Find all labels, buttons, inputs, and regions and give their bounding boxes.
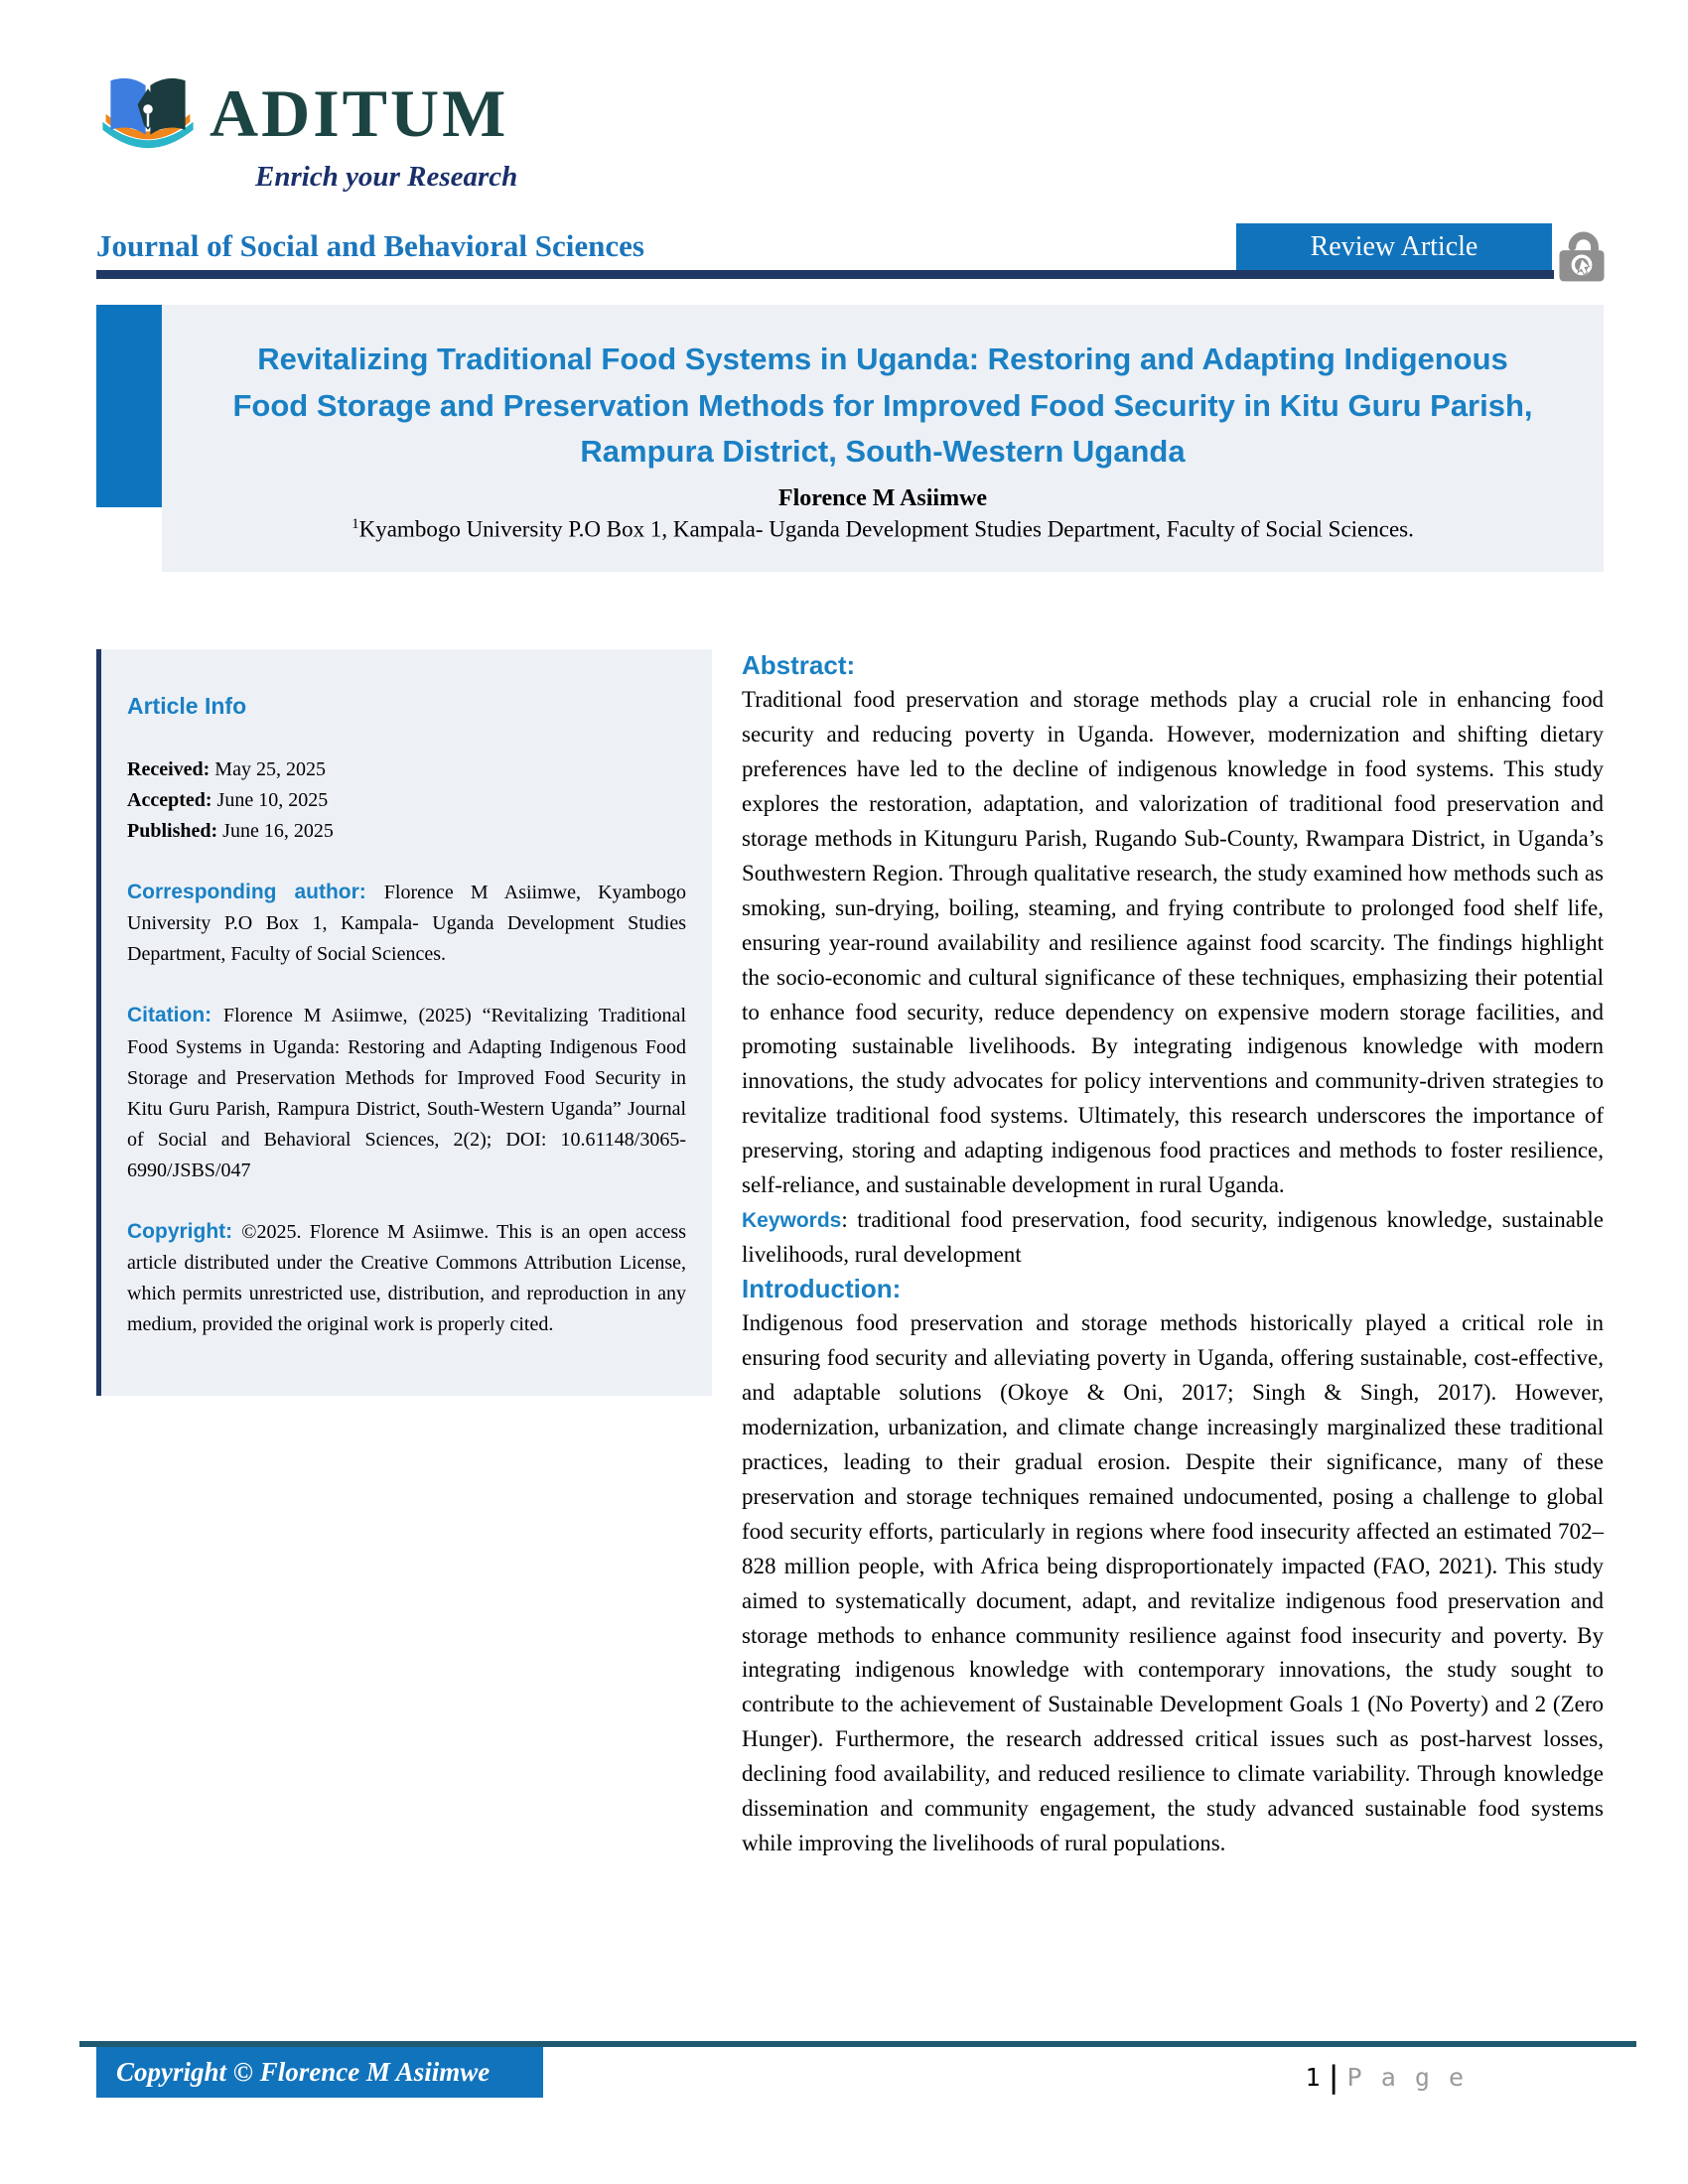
title-section (96, 305, 1604, 572)
article-author: Florence M Asiimwe (777, 484, 988, 511)
received-date: May 25, 2025 (210, 757, 326, 780)
page-footer (79, 2041, 1636, 2095)
corresponding-author-label: Corresponding author: (127, 880, 384, 903)
publisher-tagline: Enrich your Research (255, 161, 518, 193)
footer-copyright-bar: Copyright © Florence M Asiimwe (96, 2047, 543, 2098)
open-access-icon (1556, 216, 1608, 286)
copyright-label: Copyright: (127, 1219, 242, 1243)
accepted-row (127, 785, 686, 816)
title-accent-stripe (96, 305, 162, 507)
published-label: Published: (127, 819, 218, 842)
published-row (127, 816, 686, 847)
introduction-text: Indigenous food preservation and storage methods historically played a critical role in ensuring food security and alleviating poverty in Uganda, offering sustainable, cost-effective, and adaptable solutions (Okoye & Oni, 2017; Singh & Singh, 2017). However, modernization, urbanization, and climate change increasingly marginalized these traditional practices, leading to their gradual erosion. Despite their significance, many of these preservation and storage techniques remained undocumented, posing a challenge to global food security efforts, particularly in regions where food insecurity affected an estimated 702–828 million people, with Africa being disproportionately impacted (FAO, 2021). This study aimed to systematically document, adapt, and revitalize indigenous food preservation and storage methods to enhance community resilience against food insecurity and poverty. By integrating indigenous knowledge with contemporary innovations, the study sought to contribute to the achievement of Sustainable Development Goals 1 (No Poverty) and 2 (Zero Hunger). Furthermore, the research addressed critical issues such as post-harvest losses, declining food availability, and reduced resilience to climate variability. Through knowledge dissemination and community engagement, the study advanced sustainable food systems while improving the livelihoods of rural populations. (742, 1309, 1604, 1856)
abstract-text: Traditional food preservation and storage methods play a crucial role in enhancing food security and reducing poverty in Uganda. However, modernization and shifting dietary preferences have led to the decline of indigenous knowledge in food systems. This study explores the restoration, adaptation, and valorization of traditional food preservation and storage methods in Kitunguru Parish, Rugando Sub-County, Rwampara District, in Uganda’s Southwestern Region. Through qualitative research, the study examined how methods such as smoking, sun-drying, boiling, steaming, and frying contribute to prolonged food shelf life, ensuring year-round availability and resilience against food scarcity. The findings highlight the socio-economic and cultural significance of these techniques, emphasizing their potential to enhance food security, reduce dependency on expensive modern storage facilities, and promoting sustainable livelihoods. By integrating indigenous knowledge with modern innovations, the study advocates for policy interventions and community-driven strategies to revitalize traditional food systems. Ultimately, this research underscores the importance of preserving, storing and adapting indigenous food practices and methods to foster resilience, self-reliance, and sustainable development in rural Uganda. (742, 686, 1604, 1198)
corresponding-author-text: Florence M Asiimwe, Kyambogo University P.O Box 1, Kampala- Uganda Development Studies Department, Faculty of Social Sciences. (127, 881, 686, 966)
page-number (1305, 2060, 1466, 2095)
journal-title: Journal of Social and Behavioral Sciences (96, 228, 644, 263)
article-info-box (96, 649, 712, 1396)
publisher-name: ADITUM (210, 75, 509, 151)
article-body-column (742, 649, 1604, 1861)
accepted-date: June 10, 2025 (211, 788, 329, 811)
abstract-heading: Abstract: (742, 650, 856, 681)
keywords-text: : traditional food preservation, food security, indigenous knowledge, sustainable livelihoods, rural development (742, 1207, 1604, 1268)
page-number-value: 1 (1305, 2063, 1321, 2092)
citation-label: Citation: (127, 1004, 223, 1027)
journal-row (96, 223, 1604, 270)
accepted-label: Accepted: (127, 788, 212, 811)
citation-para (127, 1000, 686, 1186)
affiliation-text: Kyambogo University P.O Box 1, Kampala- Uganda Development Studies Department, Faculty of Social Sciences. (358, 516, 1414, 542)
copyright-text: ©2025. Florence M Asiimwe. This is an open access article distributed under the Creative Commons Attribution License, which permits unrestricted use, distribution, and reproduction in any medium, provided the original work is properly cited. (127, 1220, 686, 1336)
page-number-label: P a g e (1346, 2063, 1466, 2092)
keywords-label: Keywords (742, 1209, 842, 1233)
publisher-logo (96, 68, 1604, 159)
article-type-badge: Review Article (1236, 223, 1552, 270)
received-label: Received: (127, 757, 211, 780)
open-book-logo-icon (96, 68, 200, 159)
introduction-heading: Introduction: (742, 1274, 902, 1304)
main-content (96, 649, 1604, 1861)
affiliation-superscript: 1 (352, 515, 359, 532)
article-title: Revitalizing Traditional Food Systems in Uganda: Restoring and Adapting Indigenous Food Storage and Preservation Methods for Improved Food Security in Kitu Guru Parish, Rampura District, South-Western Uganda (232, 341, 1533, 469)
article-info-heading: Article Info (127, 693, 247, 720)
published-date: June 16, 2025 (217, 819, 334, 842)
article-affiliation (217, 516, 1548, 543)
article-dates (127, 754, 686, 847)
keywords-line (742, 1203, 1604, 1273)
header-divider (96, 270, 1554, 279)
copyright-para (127, 1216, 686, 1341)
title-panel (162, 305, 1604, 572)
citation-text: Florence M Asiimwe, (2025) “Revitalizing Traditional Food Systems in Uganda: Restoring and Adapting Indigenous Food Storage and Preservation Methods for Improved Food Security in Kitu Guru Parish, Rampura District, South-Western Uganda” Journal of Social and Behavioral Sciences, 2(2); DOI: 10.61148/3065-6990/JSBS/047 (127, 1005, 686, 1181)
received-row (127, 754, 686, 785)
page-number-separator: | (1326, 2060, 1341, 2095)
corresponding-author-para (127, 877, 686, 971)
page-header (0, 0, 1688, 279)
